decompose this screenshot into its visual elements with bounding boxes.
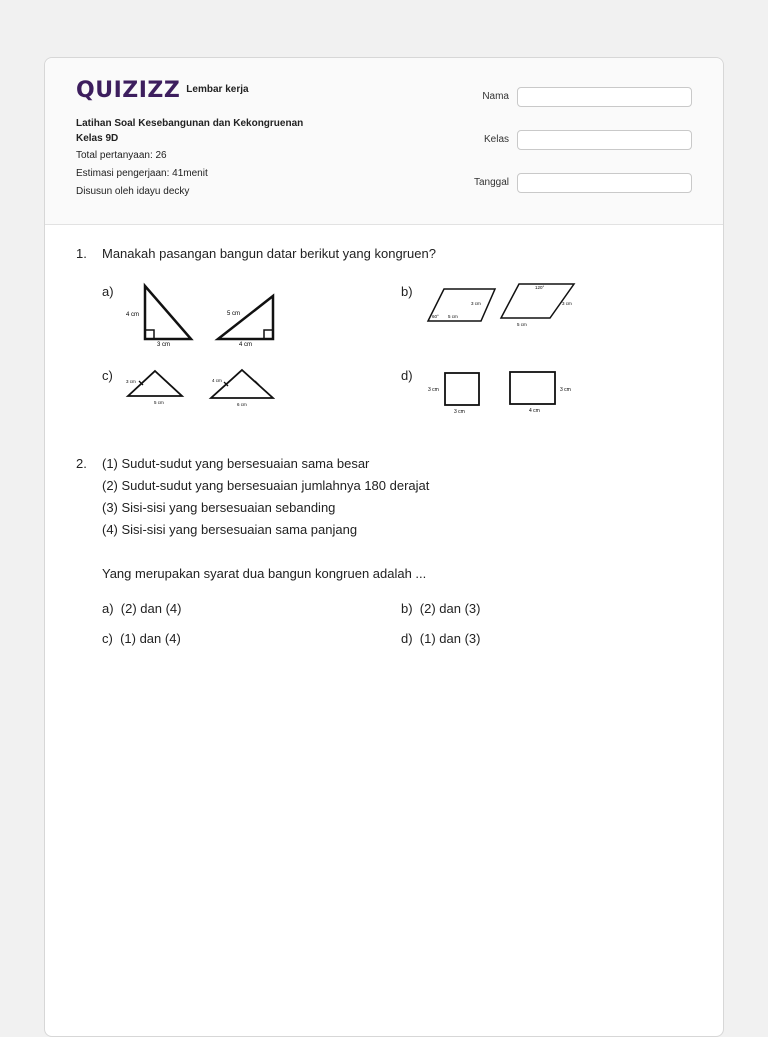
right-angle-mark (264, 330, 273, 339)
tri-c-left-side: 3 cm (126, 379, 136, 384)
statement-1: (1) Sudut-sudut yang bersesuaian sama besar (102, 456, 370, 471)
option-label: b) (401, 601, 413, 616)
statement-4: (4) Sisi-sisi yang bersesuaian sama panjang (102, 522, 358, 537)
worksheet-meta (76, 116, 303, 201)
option-label: a) (102, 601, 114, 616)
option-text: (1) dan (4) (120, 631, 181, 646)
tri-right-base-label: 4 cm (239, 342, 253, 348)
para-right-side: 3 cm (562, 301, 572, 306)
worksheet-type: Lembar kerja (186, 83, 249, 95)
tri-c-right-side: 4 cm (212, 378, 222, 383)
rect-side-label: 3 cm (560, 387, 571, 393)
brand (76, 80, 249, 102)
q1-option-d-label[interactable]: d) (401, 368, 413, 383)
para-left-side: 3 cm (471, 301, 481, 306)
isosceles-triangle-right (211, 370, 273, 398)
option-label: d) (401, 631, 413, 646)
question-number: 1. (76, 246, 87, 261)
square-side-label: 3 cm (428, 387, 439, 393)
tanggal-label: Tanggal (473, 177, 509, 188)
option-text: (1) dan (3) (419, 631, 481, 646)
tick-mark (166, 381, 170, 385)
statement-2: (2) Sudut-sudut yang bersesuaian jumlahnya 180 derajat (102, 478, 430, 493)
square-base-label: 3 cm (454, 409, 465, 415)
tri-left-base-label: 3 cm (157, 342, 171, 348)
worksheet (44, 57, 724, 1037)
q1-figure-a (123, 282, 283, 350)
para-left-base: 5 cm (448, 314, 458, 319)
question-number: 2. (76, 456, 87, 471)
q2-option-a[interactable] (102, 601, 182, 616)
tri-c-left-base: 5 cm (154, 400, 164, 405)
option-text: (2) dan (4) (120, 601, 182, 616)
author: Disusun oleh idayu decky (76, 186, 190, 197)
q2-option-d[interactable] (401, 631, 481, 646)
quizizz-logo: QUIZIZZ (76, 78, 181, 103)
worksheet-class: Kelas 9D (76, 133, 119, 144)
worksheet-header (45, 58, 723, 225)
kelas-field[interactable] (517, 130, 692, 150)
total-questions: Total pertanyaan: 26 (76, 150, 167, 161)
tri-right-side-label: 5 cm (227, 311, 241, 317)
worksheet-title: Latihan Soal Kesebangunan dan Kekongruenan (76, 118, 304, 129)
question-prompt: Yang merupakan syarat dua bangun kongruen adalah ... (102, 566, 427, 581)
option-label: c) (102, 631, 113, 646)
tanggal-field[interactable] (517, 173, 692, 193)
question-text: Manakah pasangan bangun datar berikut yang kongruen? (102, 246, 436, 261)
estimated-time: Estimasi pengerjaan: 41menit (76, 168, 208, 179)
kelas-label: Kelas (483, 134, 509, 145)
tri-c-right-base: 6 cm (237, 402, 247, 407)
q1-option-a-label[interactable]: a) (102, 284, 114, 299)
para-left-angle: 60° (432, 314, 439, 319)
option-text: (2) dan (3) (419, 601, 481, 616)
q1-figure-c (125, 368, 275, 410)
statement-3: (3) Sisi-sisi yang bersesuaian sebanding (102, 500, 336, 515)
q2-option-c[interactable] (102, 631, 181, 646)
q1-figure-b (423, 280, 583, 330)
right-angle-mark (145, 330, 154, 339)
square (445, 373, 479, 405)
nama-label: Nama (482, 91, 509, 102)
triangle-left (145, 286, 191, 339)
rectangle (510, 372, 555, 404)
tri-left-side-label: 4 cm (126, 312, 140, 318)
q2-option-b[interactable] (401, 601, 481, 616)
q1-option-b-label[interactable]: b) (401, 284, 413, 299)
para-right-base: 5 cm (517, 322, 527, 327)
rect-base-label: 4 cm (529, 408, 540, 414)
nama-field[interactable] (517, 87, 692, 107)
para-right-angle: 120° (535, 285, 545, 290)
isosceles-triangle-left (128, 371, 182, 396)
q1-figure-d (425, 369, 580, 417)
q1-option-c-label[interactable]: c) (102, 368, 113, 383)
